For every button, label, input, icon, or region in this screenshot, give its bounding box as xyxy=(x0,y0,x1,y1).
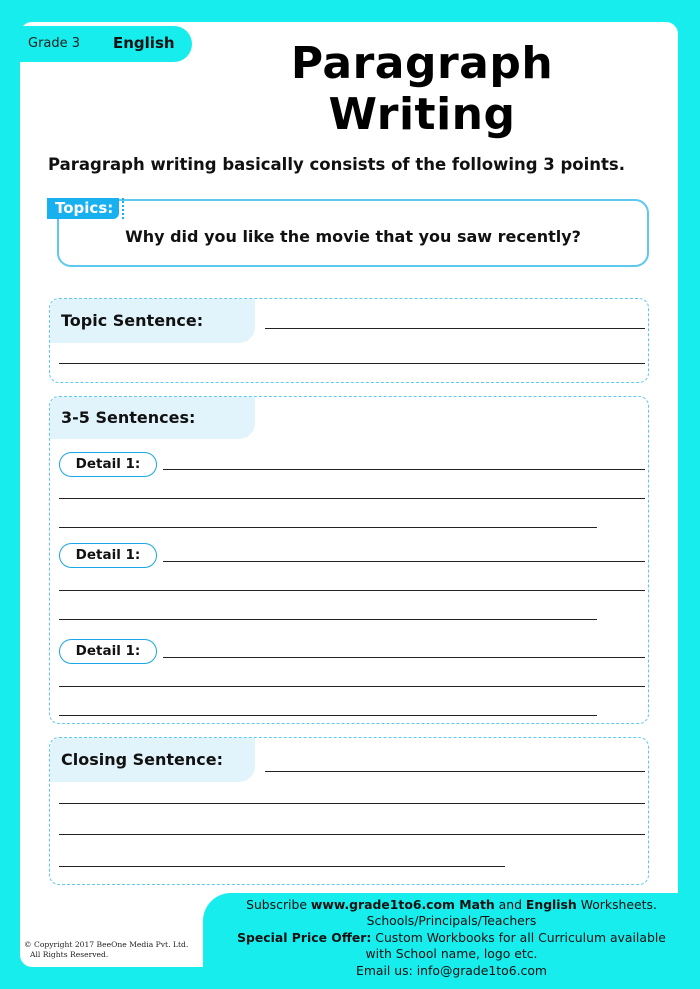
footer-line-3: Special Price Offer: Custom Workbooks for all Curriculum available xyxy=(237,929,666,945)
detail-3-line-3[interactable] xyxy=(59,715,597,716)
topic-question: Why did you like the movie that you saw recently? xyxy=(125,227,581,246)
detail-2-line-1[interactable] xyxy=(163,561,645,562)
topics-tag: Topics: xyxy=(47,198,119,219)
footer-line-2: Schools/Principals/Teachers xyxy=(366,913,537,929)
closing-sentence-line-2[interactable] xyxy=(59,803,645,804)
page-title: Paragraph Writing xyxy=(290,38,554,140)
detail-1-label: Detail 1: xyxy=(59,452,157,477)
copyright-line-1: © Copyright 2017 BeeOne Media Pvt. Ltd. xyxy=(24,940,189,949)
detail-2-line-2[interactable] xyxy=(59,590,645,591)
subject-label: English xyxy=(113,34,175,52)
detail-3-line-2[interactable] xyxy=(59,686,645,687)
closing-sentence-label: Closing Sentence: xyxy=(50,738,255,782)
topic-sentence-line-2[interactable] xyxy=(59,363,645,364)
detail-1-line-3[interactable] xyxy=(59,527,597,528)
topic-sentence-label: Topic Sentence: xyxy=(50,299,255,343)
closing-sentence-line-4[interactable] xyxy=(59,866,505,867)
footer-email[interactable]: Email us: info@grade1to6.com xyxy=(355,962,547,978)
topic-sentence-line-1[interactable] xyxy=(265,328,645,329)
grade-label: Grade 3 xyxy=(28,36,81,51)
copyright xyxy=(24,940,188,960)
closing-sentence-line-1[interactable] xyxy=(265,771,645,772)
footer-text xyxy=(203,897,700,979)
footer-line-1: Subscribe www.grade1to6.com Math and English Worksheets. xyxy=(246,897,657,912)
detail-3-label: Detail 1: xyxy=(59,639,157,664)
closing-sentence-line-3[interactable] xyxy=(59,834,645,835)
grade-tab xyxy=(20,26,192,62)
footer-site-link[interactable]: www.grade1to6.com xyxy=(310,897,455,912)
body-sentences-label: 3-5 Sentences: xyxy=(50,397,255,439)
detail-1-line-2[interactable] xyxy=(59,498,645,499)
detail-2-label: Detail 1: xyxy=(59,543,157,568)
detail-2-line-3[interactable] xyxy=(59,619,597,620)
detail-1-line-1[interactable] xyxy=(163,469,645,470)
copyright-line-2: All Rights Reserved. xyxy=(30,950,109,959)
intro-text: Paragraph writing basically consists of the following 3 points. xyxy=(48,155,626,174)
detail-3-line-1[interactable] xyxy=(163,657,645,658)
footer-line-4: with School name, logo etc. xyxy=(365,946,538,962)
